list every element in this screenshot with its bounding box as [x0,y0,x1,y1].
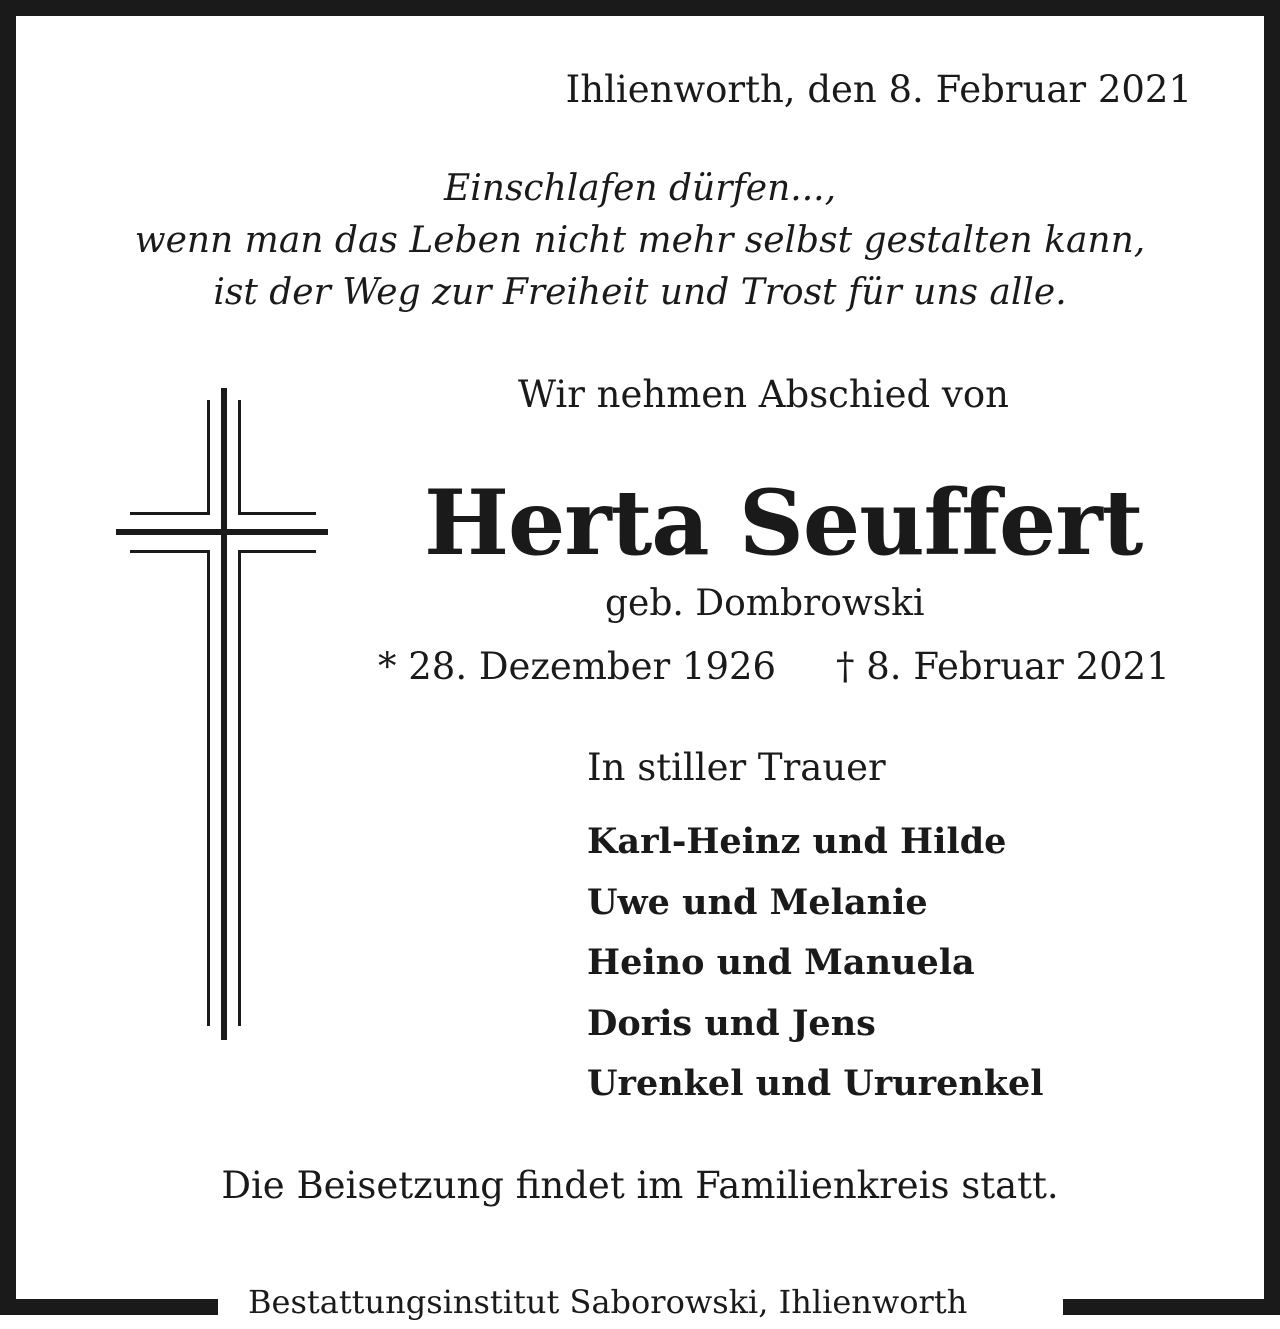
death-date: † 8. Februar 2021 [836,645,1170,688]
birth-date: * 28. Dezember 1926 [378,645,777,688]
burial-note: Die Beisetzung findet im Familienkreis statt. [221,1164,1059,1207]
mourner-entry: Karl-Heinz und Hilde [587,821,1007,862]
mourning-intro: In stiller Trauer [587,746,886,789]
mourner-entry: Heino und Manuela [587,942,975,983]
mourner-entry: Urenkel und Ururenkel [587,1063,1044,1104]
poem-line: ist der Weg zur Freiheit und Trost für uns alle. [213,272,1067,313]
funeral-home-footer: Bestattungsinstitut Saborowski, Ihlienworth [248,1283,968,1321]
frame-top-border [0,0,1280,16]
frame-bottom-right-border [1063,1299,1280,1315]
mourners-list [587,812,1044,1115]
place-date: Ihlienworth, den 8. Februar 2021 [565,68,1192,111]
mourner-entry: Uwe und Melanie [587,881,928,923]
frame-bottom-left-border [0,1299,218,1315]
poem-line: wenn man das Leben nicht mehr selbst gestalten kann, [134,220,1146,261]
poem-line: Einschlafen dürfen..., [443,168,837,209]
deceased-name: Herta Seuffert [424,470,1143,576]
farewell-intro: Wir nehmen Abschied von [518,373,1009,416]
mourner-entry: Doris und Jens [587,1002,876,1044]
maiden-name: geb. Dombrowski [605,583,925,624]
cross-icon [112,384,332,1048]
poem [0,163,1280,319]
